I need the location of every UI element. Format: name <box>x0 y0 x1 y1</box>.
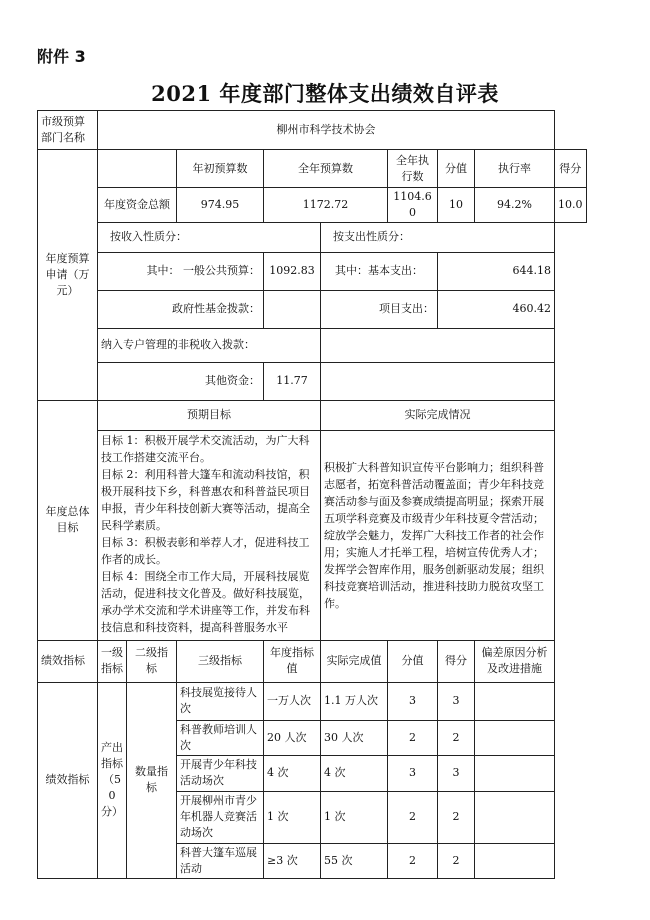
income-nature-label: 按收入性质分： <box>98 222 321 252</box>
metrics-header-cell: 年度指标值 <box>264 640 321 682</box>
got-score: 2 <box>438 791 475 843</box>
budget-col-header: 年初预算数 <box>177 150 264 188</box>
level3-indicator: 科普教师培训人次 <box>177 720 264 755</box>
general-budget-value: 1092.83 <box>264 252 321 290</box>
page-title: 2021 年度部门整体支出绩效自评表 <box>151 81 499 106</box>
table-row <box>38 682 587 720</box>
actual-value: 1 次 <box>321 791 388 843</box>
metrics-header-cell: 偏差原因分析及改进措施 <box>475 640 555 682</box>
other-funds-value: 11.77 <box>264 362 321 400</box>
actual-value: 55 次 <box>321 843 388 878</box>
expected-goals-header: 预期目标 <box>98 400 321 430</box>
deviation-note <box>475 755 555 791</box>
goal-item: 目标 4：围绕全市工作大局，开展科技展览活动，促进科技文化普及。做好科技展览，承办学术交流和学术讲座等工作，并发布科技信息和科技资料，提高科普服务水平 <box>101 570 310 635</box>
metrics-header-cell: 绩效指标 <box>38 640 98 682</box>
expense-nature-label: 按支出性质分： <box>321 222 555 252</box>
level3-indicator: 科普大篷车巡展活动 <box>177 843 264 878</box>
target-value: 一万人次 <box>264 682 321 720</box>
general-budget-label: 其中： 一般公共预算： <box>98 252 264 290</box>
budget-col-header: 全年执行数 <box>388 150 438 188</box>
budget-section-label: 年度预算申请（万元） <box>38 150 98 401</box>
score-value: 2 <box>388 720 438 755</box>
target-value: 4 次 <box>264 755 321 791</box>
budget-col-header: 执行率 <box>475 150 555 188</box>
actual-value: 30 人次 <box>321 720 388 755</box>
evaluation-table <box>37 110 587 879</box>
metrics-header-cell: 得分 <box>438 640 475 682</box>
nontax-blank <box>321 328 555 362</box>
metrics-header-cell: 分值 <box>388 640 438 682</box>
deviation-note <box>475 843 555 878</box>
deviation-note <box>475 682 555 720</box>
score-value: 2 <box>388 791 438 843</box>
got-score: 2 <box>438 720 475 755</box>
budget-col-header: 得分 <box>555 150 587 188</box>
target-value: 20 人次 <box>264 720 321 755</box>
actual-completion-header: 实际完成情况 <box>321 400 555 430</box>
target-value: ≥3 次 <box>264 843 321 878</box>
dept-name: 柳州市科学技术协会 <box>98 111 555 150</box>
got-score: 3 <box>438 682 475 720</box>
budget-header-blank <box>98 150 177 188</box>
actual-value: 4 次 <box>321 755 388 791</box>
fund-value <box>264 290 321 328</box>
expected-goals-text <box>98 430 321 640</box>
target-value: 1 次 <box>264 791 321 843</box>
budget-total-value: 1104.60 <box>388 188 438 223</box>
metrics-header-cell: 二级指标 <box>127 640 177 682</box>
got-score: 2 <box>438 843 475 878</box>
score-value: 2 <box>388 843 438 878</box>
budget-total-value: 94.2% <box>475 188 555 223</box>
actual-value: 1.1 万人次 <box>321 682 388 720</box>
budget-col-header: 全年预算数 <box>264 150 388 188</box>
fund-label: 政府性基金拨款： <box>98 290 264 328</box>
other-funds-blank <box>321 362 555 400</box>
metrics-header-cell: 实际完成值 <box>321 640 388 682</box>
budget-col-header: 分值 <box>438 150 475 188</box>
metrics-header-cell: 三级指标 <box>177 640 264 682</box>
dept-label: 市级预算部门名称 <box>38 111 98 150</box>
metrics-header-cell: 一级指标 <box>98 640 127 682</box>
budget-total-value: 10 <box>438 188 475 223</box>
basic-expense-value: 644.18 <box>438 252 555 290</box>
level2-indicator: 数量指标 <box>127 682 177 878</box>
level3-indicator: 科技展览接待人次 <box>177 682 264 720</box>
nontax-label: 纳入专户管理的非税收入拨款： <box>98 328 321 362</box>
goal-item: 目标 1：积极开展学术交流活动，为广大科技工作搭建交流平台。 <box>101 433 310 464</box>
got-score: 3 <box>438 755 475 791</box>
level3-indicator: 开展青少年科技活动场次 <box>177 755 264 791</box>
basic-expense-label: 其中：基本支出： <box>321 252 438 290</box>
budget-total-value: 1172.72 <box>264 188 388 223</box>
deviation-note <box>475 720 555 755</box>
metrics-section-label: 绩效指标 <box>38 682 98 878</box>
level3-indicator: 开展柳州市青少年机器人竞赛活动场次 <box>177 791 264 843</box>
project-expense-value: 460.42 <box>438 290 555 328</box>
score-value: 3 <box>388 682 438 720</box>
budget-total-value: 10.0 <box>555 188 587 223</box>
budget-total-label: 年度资金总额 <box>98 188 177 223</box>
deviation-note <box>475 791 555 843</box>
score-value: 3 <box>388 755 438 791</box>
other-funds-label: 其他资金： <box>98 362 264 400</box>
actual-completion-text: 积极扩大科普知识宣传平台影响力；组织科普志愿者，拓宽科普活动覆盖面；青少年科技竞赛活动参与面及参赛成绩提高明显；探索开展五项学科竞赛及市级青少年科技夏令营活动；绽放学会魅力，发挥广大科技工作者的社会作用；实施人才托举工程，培树宣传优秀人才；发挥学会智库作用，服务创新驱动发展；组织科技竞赛培训活动，推进科技助力脱贫攻坚工作。 <box>321 430 555 640</box>
goal-item: 目标 2：利用科普大篷车和流动科技馆，积极开展科技下乡，科普惠农和科普益民项目申报，青少年科技创新大赛等活动，提高全民科学素质。 <box>101 467 310 533</box>
goals-section-label: 年度总体目标 <box>38 400 98 640</box>
budget-total-value: 974.95 <box>177 188 264 223</box>
goal-item: 目标 3：积极表彰和举荐人才，促进科技工作者的成长。 <box>101 536 310 567</box>
project-expense-label: 项目支出： <box>321 290 438 328</box>
attachment-label: 附件 3 <box>37 47 86 66</box>
level1-indicator: 产出指标（50分） <box>98 682 127 878</box>
